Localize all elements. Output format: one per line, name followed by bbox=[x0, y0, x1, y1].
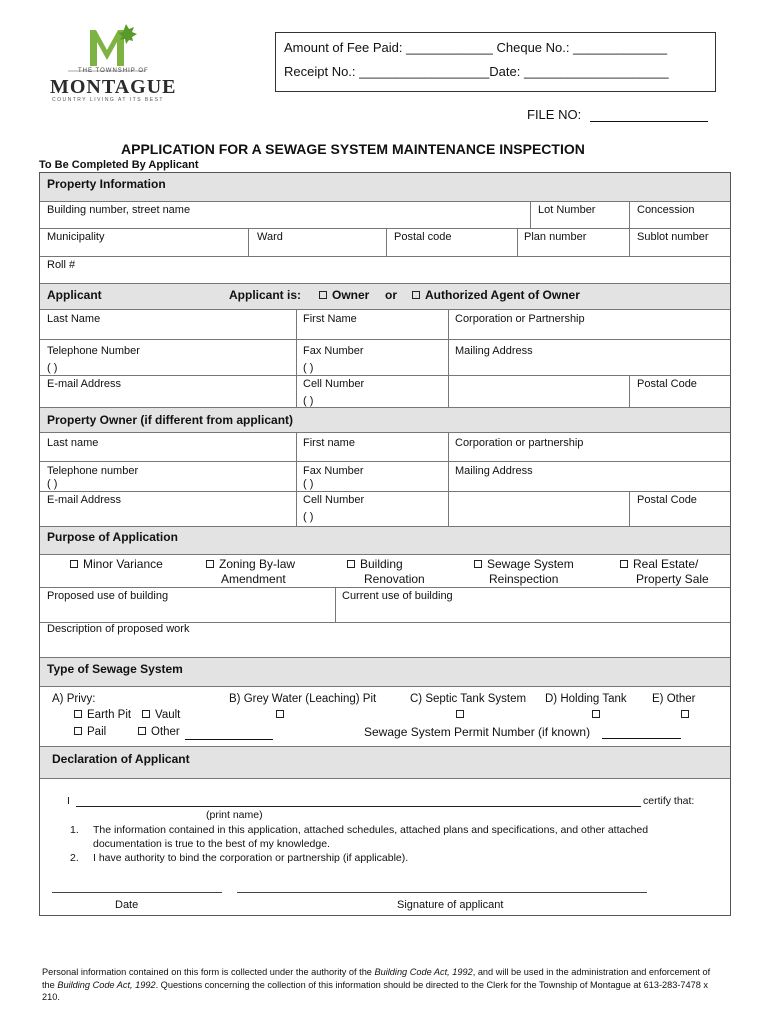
applicant-fax[interactable]: Fax Number bbox=[303, 345, 364, 357]
roll-number-field[interactable]: Roll # bbox=[47, 259, 76, 271]
checkbox-icon[interactable] bbox=[276, 710, 284, 718]
section-property-information: Property Information bbox=[47, 177, 166, 191]
owner-mailing-address[interactable]: Mailing Address bbox=[455, 465, 533, 477]
checkbox-icon[interactable] bbox=[74, 710, 82, 718]
declaration-item1-number: 1. bbox=[70, 824, 79, 836]
applicant-postal-code[interactable]: Postal Code bbox=[637, 378, 697, 390]
purpose-sewage-line2: Reinspection bbox=[489, 572, 559, 586]
permit-number-line[interactable] bbox=[602, 738, 681, 739]
purpose-minor-variance[interactable]: Minor Variance bbox=[70, 557, 163, 571]
section-applicant: Applicant bbox=[47, 288, 102, 302]
permit-number-label: Sewage System Permit Number (if known) bbox=[364, 725, 591, 739]
holding-tank-label: D) Holding Tank bbox=[545, 693, 627, 705]
current-use-field[interactable]: Current use of building bbox=[342, 590, 453, 602]
purpose-real-estate[interactable]: Real Estate/ bbox=[620, 557, 698, 571]
grey-water-checkbox[interactable] bbox=[276, 709, 289, 721]
file-no-label: FILE NO: bbox=[527, 107, 582, 122]
checkbox-icon[interactable] bbox=[74, 727, 82, 735]
checkbox-icon[interactable] bbox=[319, 291, 327, 299]
applicant-telephone[interactable]: Telephone Number bbox=[47, 345, 140, 357]
certify-label: certify that: bbox=[643, 795, 695, 807]
checkbox-icon[interactable] bbox=[347, 560, 355, 568]
purpose-real-estate-line2: Property Sale bbox=[636, 572, 709, 586]
septic-tank-label: C) Septic Tank System bbox=[410, 693, 527, 705]
print-name-line[interactable] bbox=[76, 806, 641, 807]
agent-checkbox[interactable]: Authorized Agent of Owner bbox=[412, 288, 580, 302]
office-use-box bbox=[275, 32, 716, 92]
privacy-notice: Personal information contained on this form is collected under the authority of the Building Code Act, 1992, and will be used in the administration and enforcement of the Building Code Act, 1992. Questions concerning the collection of this information should be directed to the Clerk for the Township of Montague at 613-283-7478 x 210. bbox=[42, 967, 711, 1002]
township-logo bbox=[48, 22, 177, 104]
applicant-is-label: Applicant is: bbox=[229, 288, 302, 302]
fee-cheque-line[interactable]: Amount of Fee Paid: ____________ Cheque No.: _____________ bbox=[284, 40, 668, 55]
holding-tank-checkbox[interactable] bbox=[592, 709, 605, 721]
owner-first-name[interactable]: First name bbox=[303, 437, 355, 449]
applicant-corporation[interactable]: Corporation or Partnership bbox=[455, 313, 585, 325]
purpose-sewage-reinspection[interactable]: Sewage System bbox=[474, 557, 574, 571]
logo-tagline: COUNTRY LIVING AT ITS BEST bbox=[52, 97, 164, 103]
date-line[interactable] bbox=[52, 892, 222, 893]
other-type-label: E) Other bbox=[652, 693, 696, 705]
section-property-owner: Property Owner (if different from applicant) bbox=[47, 413, 294, 427]
receipt-date-line[interactable]: Receipt No.: __________________Date: ____________________ bbox=[284, 64, 669, 79]
checkbox-icon[interactable] bbox=[474, 560, 482, 568]
form-subtitle: To Be Completed By Applicant bbox=[39, 159, 199, 171]
lot-number-field[interactable]: Lot Number bbox=[538, 204, 596, 216]
postal-code-field[interactable]: Postal code bbox=[394, 231, 452, 243]
or-label: or bbox=[385, 288, 397, 302]
applicant-email[interactable]: E-mail Address bbox=[47, 378, 121, 390]
checkbox-icon[interactable] bbox=[592, 710, 600, 718]
owner-checkbox[interactable]: Owner bbox=[319, 288, 369, 302]
checkbox-icon[interactable] bbox=[620, 560, 628, 568]
owner-telephone[interactable]: Telephone number bbox=[47, 465, 139, 477]
declaration-i: I bbox=[67, 795, 70, 807]
logo-name: MONTAGUE bbox=[50, 76, 177, 98]
declaration-item1-cont: documentation is true to the best of my knowledge. bbox=[93, 838, 330, 850]
signature-caption: Signature of applicant bbox=[397, 899, 504, 911]
owner-tel-paren: ( ) bbox=[47, 478, 58, 490]
grey-water-label: B) Grey Water (Leaching) Pit bbox=[229, 693, 377, 705]
declaration-item1: The information contained in this application, attached schedules, attached plans and specifications, and other attached bbox=[93, 824, 649, 836]
owner-corporation[interactable]: Corporation or partnership bbox=[455, 437, 584, 449]
form-title: APPLICATION FOR A SEWAGE SYSTEM MAINTENANCE INSPECTION bbox=[121, 141, 585, 157]
plan-number-field[interactable]: Plan number bbox=[524, 231, 587, 243]
owner-last-name[interactable]: Last name bbox=[47, 437, 99, 449]
owner-cell-paren: ( ) bbox=[303, 511, 314, 523]
purpose-zoning[interactable]: Zoning By-law bbox=[206, 557, 295, 571]
signature-line[interactable] bbox=[237, 892, 647, 893]
other-type-checkbox[interactable] bbox=[681, 709, 694, 721]
checkbox-icon[interactable] bbox=[206, 560, 214, 568]
owner-fax[interactable]: Fax Number bbox=[303, 465, 364, 477]
applicant-cell[interactable]: Cell Number bbox=[303, 378, 365, 390]
applicant-fax-paren: ( ) bbox=[303, 362, 314, 374]
applicant-cell-paren: ( ) bbox=[303, 395, 314, 407]
sublot-number-field[interactable]: Sublot number bbox=[637, 231, 709, 243]
ward-field[interactable]: Ward bbox=[257, 231, 283, 243]
purpose-building-line2: Renovation bbox=[364, 572, 425, 586]
file-no-line[interactable] bbox=[590, 121, 708, 122]
montague-m-leaf-icon bbox=[48, 22, 166, 72]
declaration-item2: I have authority to bind the corporation or partnership (if applicable). bbox=[93, 852, 409, 864]
applicant-tel-paren: ( ) bbox=[47, 362, 58, 374]
owner-cell[interactable]: Cell Number bbox=[303, 494, 365, 506]
proposed-use-field[interactable]: Proposed use of building bbox=[47, 590, 169, 602]
privy-other[interactable]: Other bbox=[138, 726, 180, 738]
checkbox-icon[interactable] bbox=[412, 291, 420, 299]
checkbox-icon[interactable] bbox=[70, 560, 78, 568]
description-field[interactable]: Description of proposed work bbox=[47, 623, 190, 635]
section-purpose: Purpose of Application bbox=[47, 530, 178, 544]
privy-pail[interactable]: Pail bbox=[74, 726, 106, 738]
purpose-zoning-line2: Amendment bbox=[221, 572, 286, 586]
checkbox-icon[interactable] bbox=[138, 727, 146, 735]
concession-field[interactable]: Concession bbox=[637, 204, 695, 216]
logo-township-text: THE TOWNSHIP OF bbox=[78, 68, 149, 74]
privy-vault[interactable]: Vault bbox=[142, 709, 180, 721]
applicant-first-name[interactable]: First Name bbox=[303, 313, 357, 325]
owner-postal-code[interactable]: Postal Code bbox=[637, 494, 697, 506]
owner-email[interactable]: E-mail Address bbox=[47, 494, 121, 506]
section-sewage-type: Type of Sewage System bbox=[47, 662, 183, 676]
privy-other-line[interactable] bbox=[185, 739, 273, 740]
declaration-item2-number: 2. bbox=[70, 852, 79, 864]
building-field[interactable]: Building number, street name bbox=[47, 204, 191, 216]
checkbox-icon[interactable] bbox=[681, 710, 689, 718]
date-caption: Date bbox=[115, 899, 139, 911]
applicant-mailing-address[interactable]: Mailing Address bbox=[455, 345, 533, 357]
septic-tank-checkbox[interactable] bbox=[456, 709, 469, 721]
section-declaration: Declaration of Applicant bbox=[52, 752, 190, 766]
privy-label: A) Privy: bbox=[52, 693, 96, 705]
municipality-field[interactable]: Municipality bbox=[47, 231, 105, 243]
print-name-caption: (print name) bbox=[206, 809, 263, 821]
privy-earth-pit[interactable]: Earth Pit bbox=[74, 709, 131, 721]
checkbox-icon[interactable] bbox=[456, 710, 464, 718]
purpose-building[interactable]: Building bbox=[347, 557, 403, 571]
application-form bbox=[39, 172, 731, 916]
owner-fax-paren: ( ) bbox=[303, 478, 314, 490]
checkbox-icon[interactable] bbox=[142, 710, 150, 718]
applicant-last-name[interactable]: Last Name bbox=[47, 313, 101, 325]
